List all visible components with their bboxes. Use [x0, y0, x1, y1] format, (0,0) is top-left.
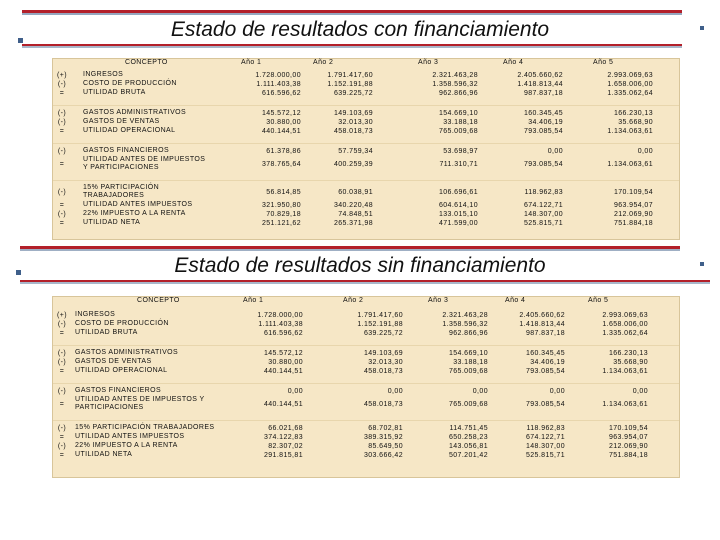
mid-blue-bar: [20, 249, 680, 251]
value-year-4: 118.962,83: [526, 425, 565, 432]
value-year-1: 30.880,00: [266, 119, 301, 126]
header-year-1: Año 1: [241, 59, 262, 66]
table-row: [53, 311, 679, 320]
table-row: [53, 367, 679, 376]
value-year-2: 85.649,50: [368, 443, 403, 450]
value-year-3: 507.201,42: [448, 452, 488, 459]
value-year-5: 751.884,18: [613, 220, 653, 227]
table-row: [53, 349, 679, 358]
concept-label: GASTOS ADMINISTRATIVOS: [83, 109, 187, 116]
value-year-2: 400.259,39: [333, 161, 373, 168]
value-year-3: 604.614,10: [438, 202, 478, 209]
value-year-5: 166.230,13: [608, 350, 648, 357]
value-year-3: 962.866,96: [448, 330, 488, 337]
header-concept: CONCEPTO: [137, 297, 180, 304]
operation-sign: (-): [57, 359, 67, 366]
table-row: [53, 320, 679, 329]
concept-label: UTILIDAD ANTES DE IMPUESTOS Y PARTICIPACIONES: [83, 156, 206, 171]
value-year-3: 1.358.596,32: [432, 81, 478, 88]
value-year-2: 1.791.417,60: [357, 312, 403, 319]
value-year-3: 765.009,68: [438, 128, 478, 135]
concept-label: UTILIDAD BRUTA: [83, 89, 146, 96]
value-year-5: 1.658.006,00: [607, 81, 653, 88]
concept-label: 22% IMPUESTO A LA RENTA: [83, 210, 186, 217]
header-year-2: Año 2: [313, 59, 334, 66]
value-year-5: 212.069,90: [608, 443, 648, 450]
value-year-1: 145.572,12: [263, 350, 303, 357]
operation-sign: (-): [57, 350, 67, 357]
group-separator: [53, 345, 679, 346]
concept-label: UTILIDAD BRUTA: [75, 329, 138, 336]
value-year-2: 458.018,73: [363, 401, 403, 408]
value-year-2: 303.666,42: [363, 452, 403, 459]
header-year-3: Año 3: [418, 59, 439, 66]
concept-label: 15% PARTICIPACIÓN TRABAJADORES: [75, 424, 215, 431]
concept-label: GASTOS FINANCIEROS: [75, 387, 162, 394]
table-row: [53, 329, 679, 338]
table-row: [53, 219, 679, 228]
value-year-2: 265.371,98: [333, 220, 373, 227]
value-year-2: 74.848,51: [338, 211, 373, 218]
value-year-3: 154.669,10: [438, 110, 478, 117]
value-year-5: 2.993.069,63: [607, 72, 653, 79]
value-year-4: 674.122,71: [525, 434, 565, 441]
operation-sign: =: [59, 401, 65, 408]
value-year-2: 1.791.417,60: [327, 72, 373, 79]
value-year-3: 2.321.463,28: [442, 312, 488, 319]
table-row: [53, 80, 679, 89]
value-year-5: 35.668,90: [618, 119, 653, 126]
header-year-2: Año 2: [343, 297, 364, 304]
value-year-2: 389.315,92: [363, 434, 403, 441]
value-year-3: 53.698,97: [443, 148, 478, 155]
value-year-2: 149.103,69: [363, 350, 403, 357]
concept-label: 15% PARTICIPACIÓN TRABAJADORES: [83, 184, 160, 199]
concept-label: UTILIDAD OPERACIONAL: [75, 367, 168, 374]
operation-sign: =: [59, 330, 65, 337]
value-year-3: 106.696,61: [438, 189, 478, 196]
value-year-2: 60.038,91: [338, 189, 373, 196]
value-year-3: 711.310,71: [439, 161, 478, 168]
value-year-4: 1.418.813,44: [519, 321, 565, 328]
value-year-1: 1.728.000,00: [257, 312, 303, 319]
concept-label: GASTOS FINANCIEROS: [83, 147, 170, 154]
operation-sign: (-): [57, 110, 67, 117]
value-year-2: 32.013,30: [368, 359, 403, 366]
concept-label: COSTO DE PRODUCCIÓN: [83, 80, 177, 87]
operation-sign: =: [59, 202, 65, 209]
operation-sign: (-): [57, 388, 67, 395]
concept-label: INGRESOS: [83, 71, 124, 78]
value-year-4: 793.085,54: [525, 368, 565, 375]
title2-underline-blue: [20, 282, 710, 284]
value-year-1: 82.307,02: [268, 443, 303, 450]
value-year-4: 34.406,19: [528, 119, 563, 126]
operation-sign: =: [59, 128, 65, 135]
group-separator: [53, 105, 679, 106]
table-row: [53, 358, 679, 367]
operation-sign: (-): [57, 321, 67, 328]
value-year-5: 1.134.063,61: [602, 368, 648, 375]
table-row: [53, 147, 679, 156]
table-row: [53, 424, 679, 433]
value-year-4: 0,00: [549, 388, 565, 395]
concept-label: GASTOS DE VENTAS: [75, 358, 152, 365]
title-without-financing: Estado de resultados sin financiamiento: [174, 254, 546, 277]
header-year-4: Año 4: [505, 297, 526, 304]
value-year-4: 2.405.660,62: [517, 72, 563, 79]
value-year-1: 616.596,62: [263, 330, 303, 337]
value-year-1: 321.950,80: [261, 202, 301, 209]
group-separator: [53, 420, 679, 421]
value-year-3: 471.599,00: [438, 220, 478, 227]
table-row: [53, 442, 679, 451]
value-year-1: 378.765,64: [261, 161, 301, 168]
income-statement-without-financing-table: [52, 296, 680, 478]
header-year-4: Año 4: [503, 59, 524, 66]
value-year-1: 1.111.403,38: [258, 321, 303, 328]
header-year-5: Año 5: [593, 59, 614, 66]
value-year-3: 650.258,23: [448, 434, 488, 441]
value-year-4: 525.815,71: [525, 452, 565, 459]
operation-sign: (-): [57, 81, 67, 88]
header-concept: CONCEPTO: [125, 59, 168, 66]
value-year-3: 33.188,18: [443, 119, 478, 126]
concept-label: UTILIDAD ANTES IMPUESTOS: [75, 433, 185, 440]
title1-underline-blue: [22, 46, 682, 48]
value-year-3: 962.866,96: [438, 90, 478, 97]
value-year-1: 251.121,62: [261, 220, 301, 227]
operation-sign: =: [59, 90, 65, 97]
top-blue-bar: [22, 13, 682, 15]
value-year-4: 793.085,54: [525, 401, 565, 408]
operation-sign: (-): [57, 148, 67, 155]
table-row: [53, 109, 679, 118]
operation-sign: =: [59, 161, 65, 168]
value-year-5: 1.335.062,64: [602, 330, 648, 337]
value-year-5: 1.335.062,64: [607, 90, 653, 97]
value-year-3: 114.751,45: [449, 425, 488, 432]
value-year-1: 56.814,85: [266, 189, 301, 196]
value-year-5: 1.134.063,61: [602, 401, 648, 408]
value-year-4: 148.307,00: [523, 211, 563, 218]
value-year-2: 458.018,73: [363, 368, 403, 375]
value-year-4: 525.815,71: [523, 220, 563, 227]
value-year-1: 1.728.000,00: [255, 72, 301, 79]
operation-sign: (-): [57, 119, 67, 126]
value-year-3: 765.009,68: [448, 401, 488, 408]
value-year-1: 291.815,81: [263, 452, 303, 459]
concept-label: UTILIDAD ANTES DE IMPUESTOS Y PARTICIPACIONES: [75, 396, 205, 411]
value-year-2: 149.103,69: [333, 110, 373, 117]
value-year-5: 2.993.069,63: [602, 312, 648, 319]
table-row: [53, 127, 679, 136]
table-row: [53, 210, 679, 219]
value-year-1: 30.880,00: [268, 359, 303, 366]
value-year-3: 2.321.463,28: [432, 72, 478, 79]
value-year-3: 1.358.596,32: [442, 321, 488, 328]
value-year-5: 963.954,07: [608, 434, 648, 441]
header-year-5: Año 5: [588, 297, 609, 304]
value-year-2: 458.018,73: [333, 128, 373, 135]
value-year-1: 440.144,51: [263, 401, 303, 408]
operation-sign: (+): [57, 312, 67, 319]
value-year-5: 0,00: [637, 148, 653, 155]
value-year-2: 340.220,48: [333, 202, 373, 209]
value-year-4: 0,00: [547, 148, 563, 155]
group-separator: [53, 180, 679, 181]
operation-sign: (-): [57, 189, 67, 196]
value-year-5: 166.230,13: [613, 110, 653, 117]
table-row: [53, 451, 679, 460]
concept-label: UTILIDAD NETA: [83, 219, 141, 226]
value-year-1: 61.378,86: [266, 148, 301, 155]
value-year-4: 160.345,45: [525, 350, 565, 357]
value-year-5: 751.884,18: [608, 452, 648, 459]
concept-label: GASTOS ADMINISTRATIVOS: [75, 349, 179, 356]
value-year-5: 1.658.006,00: [602, 321, 648, 328]
value-year-5: 212.069,90: [613, 211, 653, 218]
table-row: [53, 89, 679, 98]
operation-sign: (-): [57, 425, 67, 432]
value-year-5: 0,00: [632, 388, 648, 395]
value-year-3: 133.015,10: [438, 211, 478, 218]
value-year-2: 32.013,30: [338, 119, 373, 126]
concept-label: INGRESOS: [75, 311, 116, 318]
value-year-5: 35.668,90: [613, 359, 648, 366]
value-year-4: 793.085,54: [523, 128, 563, 135]
value-year-4: 34.406,19: [530, 359, 565, 366]
value-year-4: 987.837,18: [523, 90, 563, 97]
value-year-4: 674.122,71: [523, 202, 563, 209]
value-year-2: 1.152.191,88: [327, 81, 373, 88]
value-year-5: 1.134.063,61: [607, 161, 653, 168]
table-row: [53, 387, 679, 396]
value-year-4: 987.837,18: [525, 330, 565, 337]
value-year-1: 70.829,18: [266, 211, 301, 218]
table-row: [53, 184, 679, 201]
value-year-1: 1.111.403,38: [256, 81, 301, 88]
table-row: [53, 71, 679, 80]
value-year-3: 154.669,10: [448, 350, 488, 357]
operation-sign: =: [59, 434, 65, 441]
table-row: [53, 433, 679, 442]
value-year-1: 440.144,51: [263, 368, 303, 375]
value-year-2: 639.225,72: [333, 90, 373, 97]
value-year-1: 66.021,68: [268, 425, 303, 432]
value-year-3: 0,00: [472, 388, 488, 395]
operation-sign: (-): [57, 443, 67, 450]
value-year-3: 765.009,68: [448, 368, 488, 375]
concept-label: UTILIDAD OPERACIONAL: [83, 127, 176, 134]
value-year-2: 57.759,34: [338, 148, 373, 155]
operation-sign: =: [59, 452, 65, 459]
concept-label: 22% IMPUESTO A LA RENTA: [75, 442, 178, 449]
group-separator: [53, 143, 679, 144]
operation-sign: =: [59, 220, 65, 227]
value-year-2: 0,00: [387, 388, 403, 395]
value-year-1: 440.144,51: [261, 128, 301, 135]
concept-label: UTILIDAD ANTES IMPUESTOS: [83, 201, 193, 208]
header-year-3: Año 3: [428, 297, 449, 304]
value-year-4: 148.307,00: [525, 443, 565, 450]
value-year-2: 1.152.191,88: [357, 321, 403, 328]
operation-sign: =: [59, 368, 65, 375]
value-year-5: 170.109,54: [613, 189, 653, 196]
value-year-1: 374.122,83: [263, 434, 303, 441]
value-year-1: 0,00: [287, 388, 303, 395]
table-row: [53, 156, 679, 173]
header-year-1: Año 1: [243, 297, 264, 304]
concept-label: UTILIDAD NETA: [75, 451, 133, 458]
value-year-4: 160.345,45: [523, 110, 563, 117]
value-year-2: 68.702,81: [368, 425, 403, 432]
value-year-1: 616.596,62: [261, 90, 301, 97]
operation-sign: (+): [57, 72, 67, 79]
value-year-5: 1.134.063,61: [607, 128, 653, 135]
value-year-3: 33.188,18: [453, 359, 488, 366]
value-year-4: 118.962,83: [524, 189, 563, 196]
table-row: [53, 396, 679, 413]
value-year-5: 963.954,07: [613, 202, 653, 209]
value-year-2: 639.225,72: [363, 330, 403, 337]
concept-label: COSTO DE PRODUCCIÓN: [75, 320, 169, 327]
operation-sign: (-): [57, 211, 67, 218]
group-separator: [53, 383, 679, 384]
value-year-3: 143.056,81: [448, 443, 488, 450]
value-year-1: 145.572,12: [261, 110, 301, 117]
value-year-4: 2.405.660,62: [519, 312, 565, 319]
table-row: [53, 201, 679, 210]
concept-label: GASTOS DE VENTAS: [83, 118, 160, 125]
value-year-5: 170.109,54: [608, 425, 648, 432]
title-with-financing: Estado de resultados con financiamiento: [170, 18, 550, 41]
table-row: [53, 118, 679, 127]
value-year-4: 1.418.813,44: [517, 81, 563, 88]
income-statement-with-financing-table: [52, 58, 680, 240]
value-year-4: 793.085,54: [523, 161, 563, 168]
